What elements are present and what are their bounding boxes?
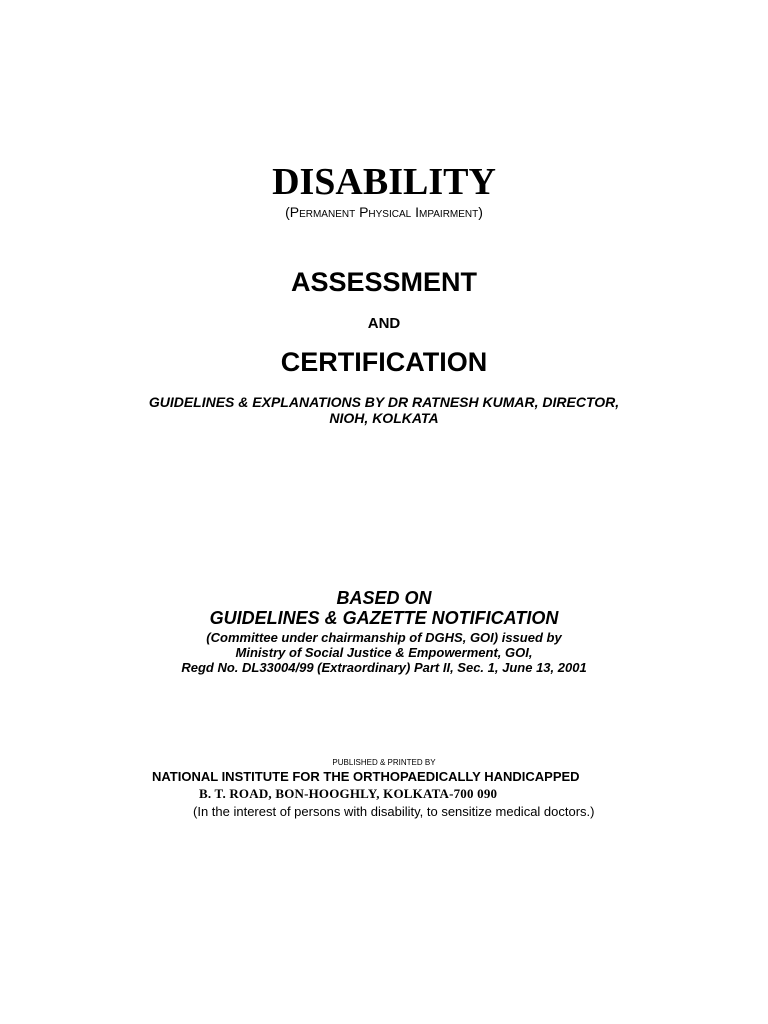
publication-note: (In the interest of persons with disability, to sensitize medical doctors.) [193,804,595,819]
guidelines-author-line-2: NIOH, KOLKATA [329,410,439,426]
published-by-label: PUBLISHED & PRINTED BY [332,758,436,767]
heading-and: AND [367,315,401,332]
committee-line-2: Ministry of Social Justice & Empowerment, GOI, [235,645,533,660]
committee-line-3: Regd No. DL33004/99 (Extraordinary) Part II, Sec. 1, June 13, 2001 [181,660,587,675]
publisher-name: NATIONAL INSTITUTE FOR THE ORTHOPAEDICALLY HANDICAPPED [152,769,580,784]
document-subtitle: (Permanent Physical Impairment) [285,204,483,220]
heading-certification: CERTIFICATION [280,347,488,377]
committee-line-1: (Committee under chairmanship of DGHS, GOI) issued by [206,630,562,645]
heading-assessment: ASSESSMENT [290,267,478,297]
document-title: DISABILITY [272,161,496,203]
guidelines-author-line-1: GUIDELINES & EXPLANATIONS BY DR RATNESH KUMAR, DIRECTOR, [148,394,620,410]
publisher-address: B. T. ROAD, BON-HOOGHLY, KOLKATA-700 090 [199,786,498,801]
based-on-heading: BASED ON [336,588,432,608]
gazette-notification-heading: GUIDELINES & GAZETTE NOTIFICATION [209,608,559,628]
